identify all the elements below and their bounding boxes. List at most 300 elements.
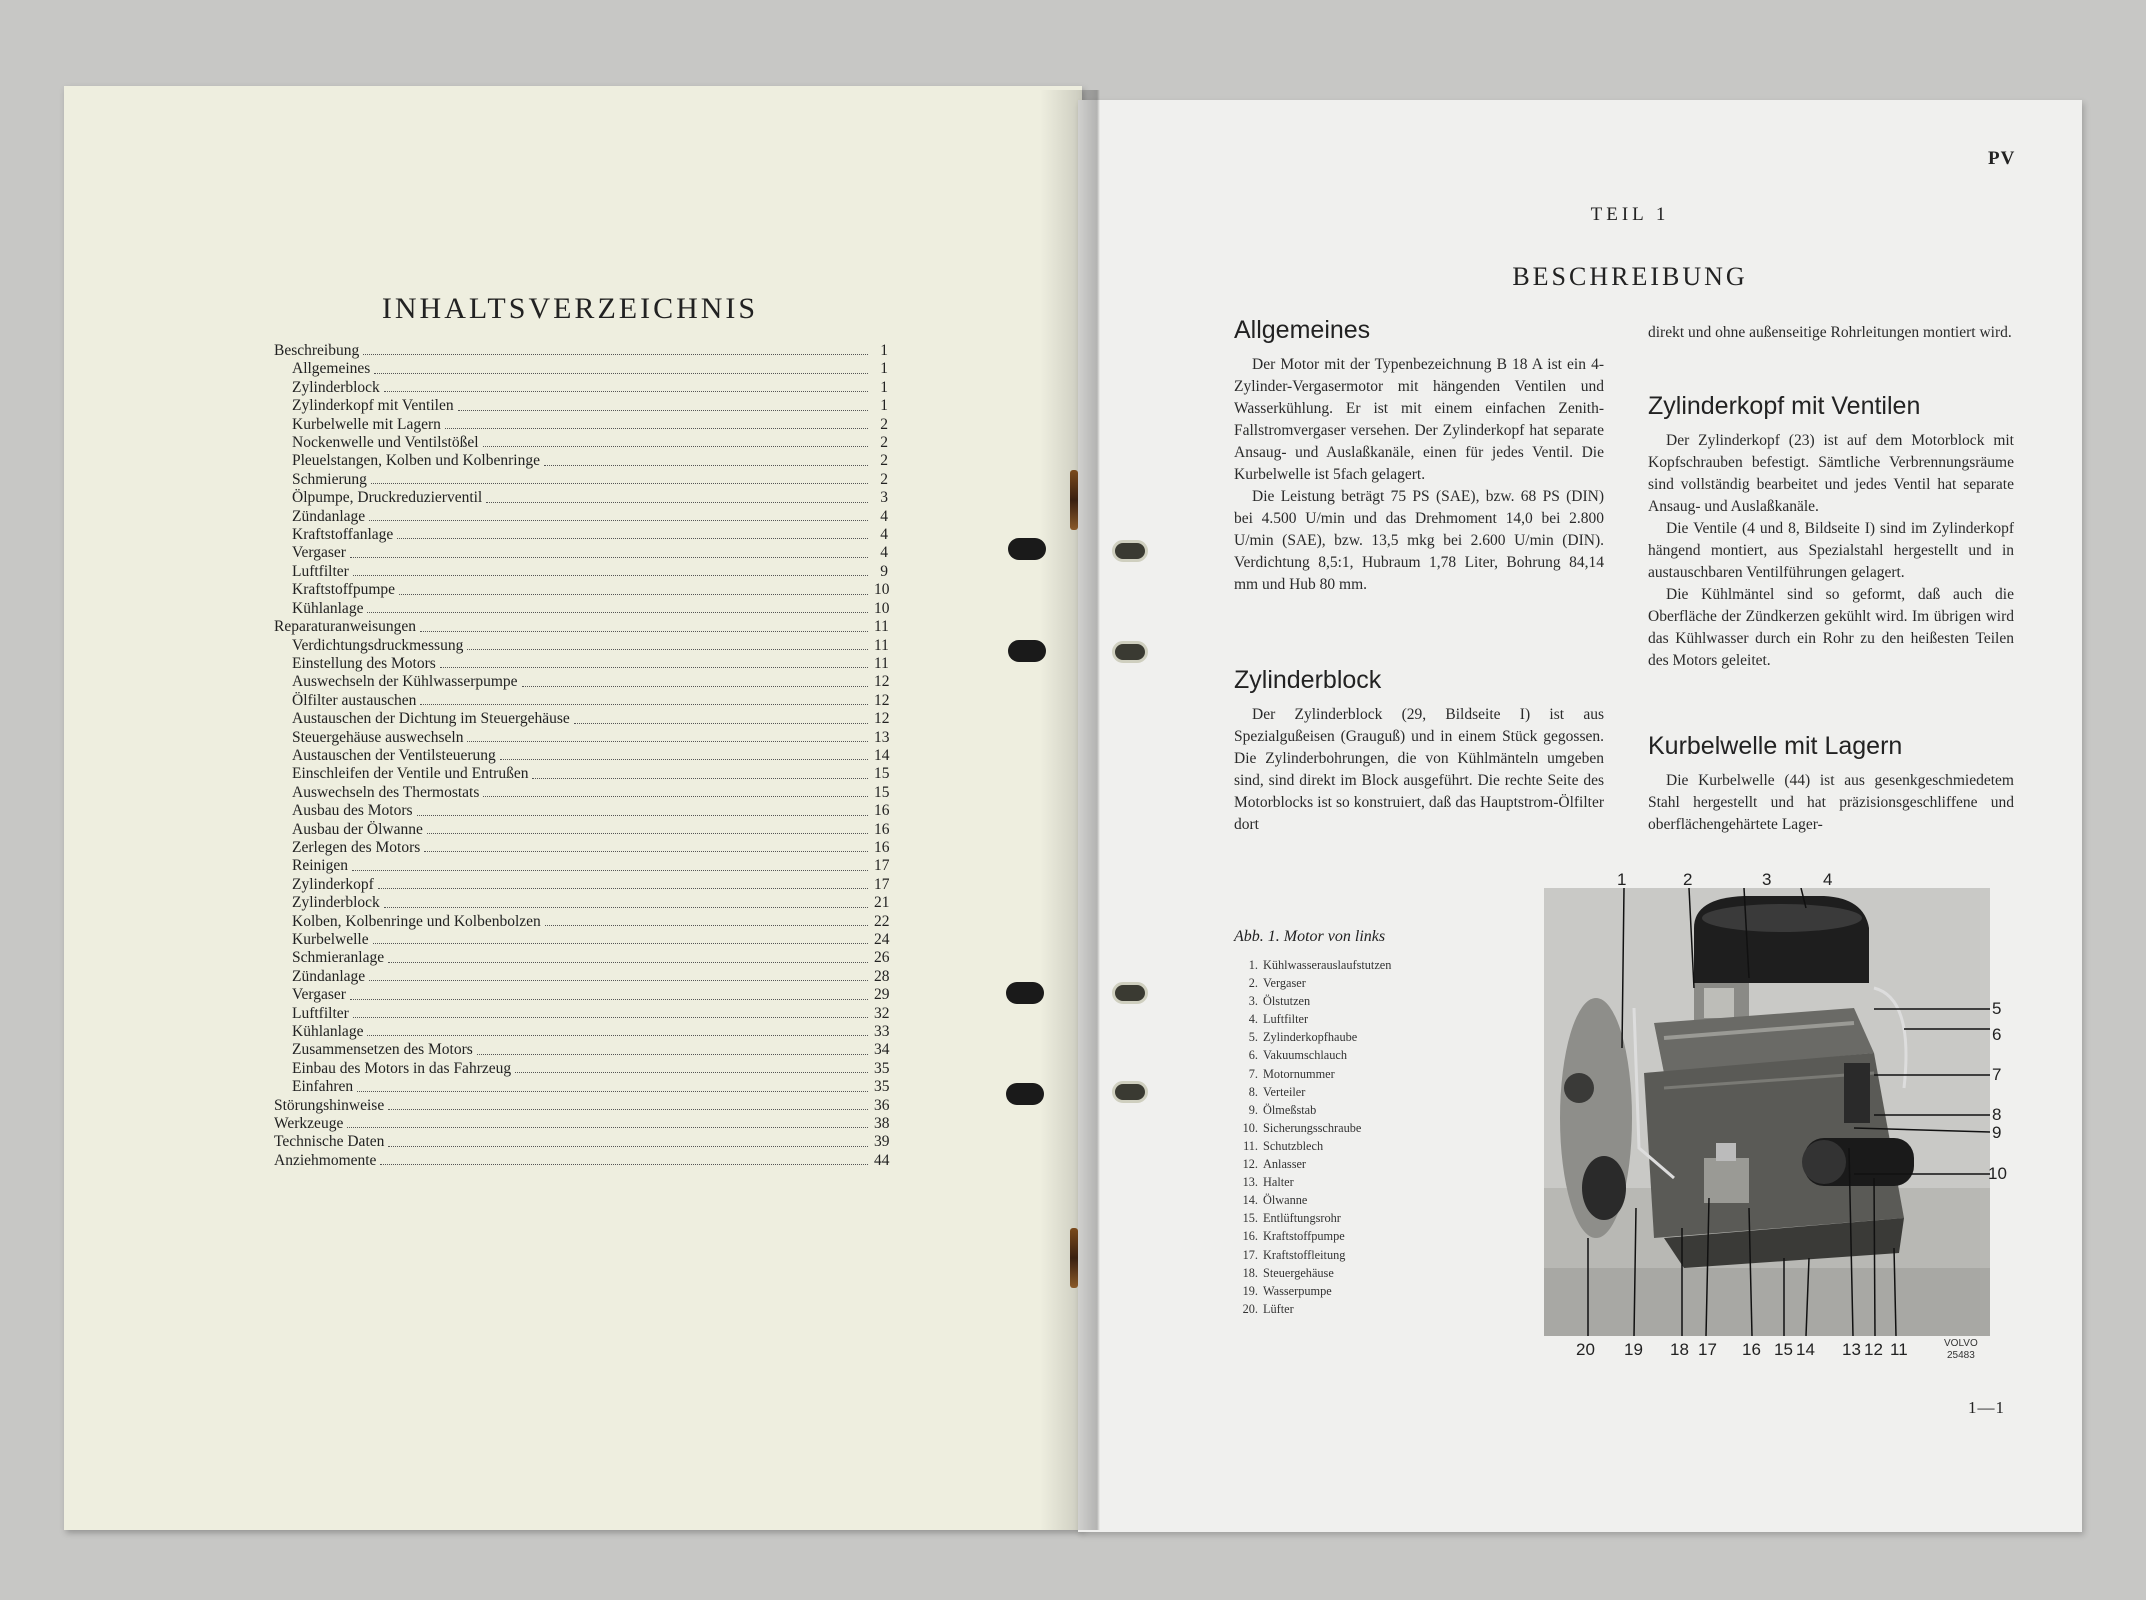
legend-number: 3.	[1248, 994, 1258, 1009]
legend-item	[1234, 1101, 1391, 1119]
toc-leader-dots	[350, 557, 868, 558]
toc-leader-dots	[388, 1146, 868, 1147]
toc-entry-page: 36	[874, 1096, 890, 1114]
callout-label: 17	[1698, 1340, 1717, 1359]
toc-leader-dots	[445, 428, 868, 429]
toc-leader-dots	[399, 594, 868, 595]
section-heading: BESCHREIBUNG	[1512, 262, 1748, 291]
toc-leader-dots	[373, 943, 868, 944]
table-of-contents	[274, 342, 888, 1170]
legend-text: Vakuumschlauch	[1263, 1048, 1348, 1063]
toc-entry	[274, 1152, 888, 1170]
toc-entry-page: 17	[874, 875, 890, 893]
heading-kurbelwelle: Kurbelwelle mit Lagern	[1648, 732, 1903, 760]
toc-entry	[274, 913, 888, 931]
callout-label: 7	[1992, 1065, 2002, 1084]
toc-entry	[274, 1005, 888, 1023]
toc-entry-page: 17	[874, 857, 890, 875]
toc-entry	[274, 1041, 888, 1059]
toc-entry-page: 11	[874, 654, 889, 672]
legend-number: 5.	[1248, 1030, 1258, 1045]
legend-item	[1234, 1209, 1391, 1227]
toc-entry	[274, 416, 888, 434]
legend-item	[1234, 1155, 1391, 1173]
legend-item	[1234, 1046, 1391, 1064]
legend-item	[1234, 1083, 1391, 1101]
toc-entry-page: 12	[874, 710, 890, 728]
toc-entry	[274, 1115, 888, 1133]
toc-entry-label: Beschreibung	[274, 342, 360, 359]
legend-number: 7.	[1248, 1066, 1258, 1081]
toc-leader-dots	[353, 575, 868, 576]
callout-label: 5	[1992, 999, 2002, 1018]
toc-entry-label: Zusammensetzen des Motors	[292, 1041, 473, 1059]
toc-entry	[274, 342, 888, 360]
toc-entry-label: Kurbelwelle	[292, 931, 369, 948]
paragraph: Die Leistung beträgt 75 PS (SAE), bzw. 68 PS (DIN) bei 4.500 U/min und das Drehmoment 14,0 bei 2.800 U/min (SAE), bzw. 13,5 mkg bei 2.600 U/min (DIN). Verdichtung 8,5:1, Hubraum 1,78 Liter, Bohrung 84,14 mm und Hub 80 mm.	[1234, 488, 1604, 593]
legend-text: Anlasser	[1263, 1157, 1307, 1172]
toc-entry-page: 4	[880, 526, 888, 544]
toc-entry-page: 28	[874, 967, 890, 985]
part-label: TEIL 1	[1590, 204, 1670, 225]
toc-entry	[274, 747, 888, 765]
callout-label: 6	[1992, 1025, 2002, 1044]
toc-entry-page: 26	[874, 949, 890, 967]
legend-text: Lüfter	[1263, 1301, 1294, 1316]
toc-entry	[274, 637, 888, 655]
toc-entry-page: 16	[874, 820, 890, 838]
toc-leader-dots	[380, 1164, 868, 1165]
toc-entry-label: Anziehmomente	[274, 1151, 377, 1169]
callout-label: 11	[1890, 1340, 1908, 1359]
legend-text: Ölwanne	[1263, 1193, 1308, 1208]
legend-item	[1234, 1264, 1391, 1282]
stamp-brand: VOLVO	[1944, 1338, 1978, 1349]
engine-photo	[1544, 888, 1990, 1336]
callout-label: 1	[1617, 870, 1627, 889]
toc-leader-dots	[544, 465, 868, 466]
toc-entry-page: 12	[874, 673, 890, 691]
toc-leader-dots	[397, 538, 868, 539]
stamp-number: 25483	[1946, 1350, 1975, 1361]
toc-entry-label: Kühlanlage	[292, 599, 364, 617]
paragraph: Der Motor mit der Typenbezeichnung B 18 A ist ein 4-Zylinder-Vergasermotor mit hängenden Ventilen und Wasserkühlung. Er ist mit einem einfachen Zenith-Fallstromvergaser versehen. Der Zylinderkopf hat separate Ansaug- und Auslaßkanäle, einen für jedes Ventil. Die Kurbelwelle ist 5fach gelagert.	[1234, 356, 1604, 483]
toc-entry-label: Auswechseln des Thermostats	[292, 783, 480, 801]
toc-entry-label: Ölfilter austauschen	[292, 691, 417, 709]
toc-entry-page: 2	[880, 452, 888, 470]
toc-entry-label: Allgemeines	[292, 360, 371, 378]
legend-text: Kraftstoffleitung	[1263, 1247, 1346, 1262]
paragraph: Der Zylinderkopf (23) ist auf dem Motorblock mit Kopfschrauben befestigt. Sämtliche Verbrennungsräume sind vollständig bearbeitet und jedes Ventil hat separate Ansaug- und Auslaßkanäle.	[1648, 432, 2014, 515]
toc-leader-dots	[417, 815, 868, 816]
photo-stamp	[1944, 1338, 1978, 1362]
toc-leader-dots	[347, 1127, 868, 1128]
callout-label: 18	[1670, 1340, 1689, 1359]
toc-entry-label: Werkzeuge	[274, 1115, 344, 1133]
legend-item	[1234, 1227, 1391, 1245]
legend-text: Steuergehäuse	[1263, 1265, 1334, 1280]
toc-entry-page: 29	[874, 986, 890, 1004]
page-number: 1—1	[1968, 1398, 2005, 1417]
toc-entry	[274, 581, 888, 599]
toc-entry-page: 10	[874, 581, 890, 599]
toc-entry-page: 1	[880, 360, 888, 378]
legend-number: 4.	[1248, 1012, 1258, 1027]
toc-entry	[274, 765, 888, 783]
zylinderkopf-text	[1648, 430, 2014, 672]
toc-leader-dots	[483, 446, 868, 447]
callout-label: 13	[1842, 1340, 1861, 1359]
legend-item	[1234, 956, 1391, 974]
callout-label: 15	[1774, 1340, 1793, 1359]
toc-leader-dots	[374, 373, 868, 374]
legend-number: 2.	[1248, 976, 1258, 991]
legend-text: Schutzblech	[1263, 1138, 1324, 1153]
punch-hole	[1008, 538, 1046, 560]
toc-leader-dots	[420, 704, 868, 705]
callout-label: 20	[1576, 1340, 1595, 1359]
toc-entry	[274, 544, 888, 562]
punch-hole	[1006, 1083, 1044, 1105]
toc-entry	[274, 489, 888, 507]
toc-leader-dots	[371, 483, 868, 484]
toc-entry-page: 1	[880, 397, 888, 415]
legend-text: Halter	[1263, 1175, 1294, 1190]
toc-entry	[274, 857, 888, 875]
legend-number: 12.	[1242, 1157, 1258, 1172]
legend-number: 18.	[1242, 1265, 1258, 1280]
callout-label: 12	[1864, 1340, 1883, 1359]
toc-entry-page: 33	[874, 1023, 890, 1041]
toc-entry-label: Zylinderkopf	[292, 875, 374, 893]
toc-leader-dots	[420, 631, 868, 632]
legend-item	[1234, 1246, 1391, 1264]
toc-entry	[274, 692, 888, 710]
toc-entry-page: 3	[880, 489, 888, 507]
toc-leader-dots	[384, 391, 868, 392]
toc-leader-dots	[378, 888, 868, 889]
heading-allgemeines: Allgemeines	[1234, 316, 1371, 344]
legend-number: 8.	[1248, 1084, 1258, 1099]
toc-entry	[274, 1133, 888, 1151]
toc-leader-dots	[353, 1017, 868, 1018]
toc-leader-dots	[427, 833, 868, 834]
punch-hole	[1112, 1081, 1148, 1103]
toc-leader-dots	[357, 1091, 868, 1092]
legend-number: 17.	[1242, 1247, 1258, 1262]
toc-entry-page: 10	[874, 599, 890, 617]
toc-leader-dots	[384, 907, 868, 908]
legend-item	[1234, 974, 1391, 992]
toc-entry	[274, 526, 888, 544]
legend-number: 1.	[1248, 958, 1258, 972]
callout-label: 14	[1796, 1340, 1815, 1359]
toc-entry-label: Zerlegen des Motors	[292, 838, 421, 856]
corner-label: PV	[1988, 148, 2016, 169]
legend-text: Kraftstoffpumpe	[1263, 1229, 1345, 1244]
paragraph: Die Kurbelwelle (44) ist aus gesenkgeschmiedetem Stahl hergestellt und hat präzisionsgeschliffene und oberflächengehärtete Lager-	[1648, 772, 2014, 833]
legend-number: 15.	[1242, 1211, 1258, 1226]
toc-leader-dots	[363, 354, 868, 355]
toc-entry	[274, 894, 888, 912]
punch-hole	[1006, 982, 1044, 1004]
toc-entry-label: Vergaser	[292, 544, 346, 562]
toc-entry	[274, 600, 888, 618]
toc-entry	[274, 802, 888, 820]
toc-leader-dots	[440, 667, 868, 668]
toc-entry	[274, 397, 888, 415]
legend-item	[1234, 992, 1391, 1010]
toc-entry	[274, 379, 888, 397]
paragraph: Die Kühlmäntel sind so geformt, daß auch die Oberfläche der Zündkerzen gekühlt wird. Im übrigen wird das Kühlwasser durch ein Rohr zu den heißesten Teilen des Motors geleitet.	[1648, 586, 2014, 669]
toc-entry-page: 38	[874, 1115, 890, 1133]
toc-entry	[274, 1060, 888, 1078]
toc-leader-dots	[467, 649, 868, 650]
toc-entry	[274, 839, 888, 857]
legend-item	[1234, 1028, 1391, 1046]
toc-entry-page: 16	[874, 802, 890, 820]
toc-entry	[274, 986, 888, 1004]
toc-entry	[274, 968, 888, 986]
toc-entry	[274, 1078, 888, 1096]
toc-leader-dots	[486, 502, 868, 503]
punch-hole	[1112, 982, 1148, 1004]
toc-leader-dots	[367, 612, 868, 613]
toc-entry-page: 1	[880, 342, 888, 359]
legend-number: 14.	[1242, 1193, 1258, 1208]
heading-zylinderblock: Zylinderblock	[1234, 666, 1382, 694]
toc-entry	[274, 949, 888, 967]
legend-item	[1234, 1137, 1391, 1155]
toc-entry-page: 15	[874, 765, 890, 783]
toc-entry-label: Pleuelstangen, Kolben und Kolbenringe	[292, 452, 540, 470]
toc-entry	[274, 729, 888, 747]
toc-entry-label: Nockenwelle und Ventilstößel	[292, 434, 479, 452]
callout-label: 19	[1624, 1340, 1643, 1359]
callout-label: 10	[1988, 1164, 2007, 1183]
toc-entry-label: Zündanlage	[292, 507, 366, 525]
punch-hole	[1112, 540, 1148, 562]
toc-entry-page: 12	[874, 691, 890, 709]
punch-hole	[1008, 640, 1046, 662]
toc-entry-page: 39	[874, 1133, 890, 1151]
legend-text: Wasserpumpe	[1263, 1283, 1332, 1298]
legend-item	[1234, 1065, 1391, 1083]
toc-entry-label: Luftfilter	[292, 562, 349, 580]
callout-label: 2	[1683, 870, 1693, 889]
toc-leader-dots	[574, 723, 868, 724]
toc-leader-dots	[522, 686, 868, 687]
toc-leader-dots	[500, 759, 868, 760]
legend-number: 6.	[1248, 1048, 1258, 1063]
staple	[1070, 1228, 1078, 1288]
toc-entry-label: Schmieranlage	[292, 949, 385, 967]
toc-entry	[274, 563, 888, 581]
toc-entry-page: 4	[880, 544, 888, 562]
toc-entry-label: Ausbau der Ölwanne	[292, 820, 423, 838]
toc-entry-page: 2	[880, 470, 888, 488]
toc-entry-label: Einbau des Motors in das Fahrzeug	[292, 1059, 512, 1077]
continuation-text	[1648, 322, 2014, 344]
legend-item	[1234, 1300, 1391, 1318]
toc-entry-page: 34	[874, 1041, 890, 1059]
toc-entry-page: 4	[880, 507, 888, 525]
paragraph: Die Ventile (4 und 8, Bildseite I) sind im Zylinderkopf hängend montiert, aus Spezialstahl hergestellt und in austauschbaren Ventilführungen gelagert.	[1648, 520, 2014, 581]
legend-number: 19.	[1242, 1283, 1258, 1298]
toc-leader-dots	[467, 741, 868, 742]
toc-leader-dots	[483, 796, 868, 797]
toc-entry-page: 14	[874, 746, 890, 764]
legend-text: Motornummer	[1263, 1066, 1335, 1081]
toc-entry-page: 2	[880, 434, 888, 452]
callout-label: 4	[1823, 870, 1833, 889]
toc-entry-page: 22	[874, 912, 890, 930]
legend-number: 10.	[1242, 1120, 1258, 1135]
heading-zylinderkopf: Zylinderkopf mit Ventilen	[1648, 392, 1921, 420]
callout-label: 9	[1992, 1123, 2002, 1142]
toc-entry-label: Vergaser	[292, 986, 346, 1004]
toc-entry-label: Steuergehäuse auswechseln	[292, 728, 464, 746]
toc-entry-label: Zylinderblock	[292, 378, 380, 396]
paragraph: direkt und ohne außenseitige Rohrleitungen montiert wird.	[1648, 324, 2012, 341]
legend-text: Sicherungsschraube	[1263, 1120, 1362, 1135]
toc-entry-page: 44	[874, 1151, 890, 1169]
toc-leader-dots	[424, 851, 868, 852]
callout-label: 8	[1992, 1105, 2002, 1124]
toc-entry-label: Austauschen der Ventilsteuerung	[292, 746, 496, 764]
legend-number: 20.	[1242, 1301, 1258, 1316]
toc-leader-dots	[477, 1054, 868, 1055]
toc-leader-dots	[369, 520, 868, 521]
toc-entry-label: Zündanlage	[292, 967, 366, 985]
toc-entry-page: 13	[874, 728, 890, 746]
toc-leader-dots	[545, 925, 868, 926]
toc-entry-page: 2	[880, 415, 888, 433]
toc-entry-label: Reinigen	[292, 857, 348, 875]
toc-entry-page: 11	[874, 618, 889, 636]
toc-leader-dots	[350, 999, 868, 1000]
toc-leader-dots	[515, 1072, 868, 1073]
legend-text: Ölmeßstab	[1263, 1102, 1317, 1117]
legend-item	[1234, 1010, 1391, 1028]
toc-entry-label: Einstellung des Motors	[292, 654, 436, 672]
legend-number: 9.	[1248, 1102, 1258, 1117]
toc-entry-label: Verdichtungsdruckmessung	[292, 636, 464, 654]
toc-entry	[274, 655, 888, 673]
toc-entry-page: 35	[874, 1078, 890, 1096]
callout-label: 16	[1742, 1340, 1761, 1359]
toc-entry-label: Zylinderblock	[292, 894, 380, 912]
toc-entry	[274, 618, 888, 636]
toc-entry-page: 11	[874, 636, 889, 654]
toc-entry-page: 16	[874, 838, 890, 856]
toc-entry-label: Auswechseln der Kühlwasserpumpe	[292, 673, 518, 691]
toc-entry-label: Ausbau des Motors	[292, 802, 413, 820]
legend-item	[1234, 1119, 1391, 1137]
punch-hole	[1112, 641, 1148, 663]
toc-entry-page: 15	[874, 783, 890, 801]
toc-leader-dots	[532, 778, 868, 779]
toc-leader-dots	[388, 1109, 868, 1110]
toc-title: INHALTSVERZEICHNIS	[381, 292, 759, 325]
toc-entry	[274, 673, 888, 691]
toc-entry	[274, 710, 888, 728]
toc-entry-label: Zylinderkopf mit Ventilen	[292, 397, 454, 415]
legend-text: Entlüftungsrohr	[1263, 1211, 1341, 1226]
toc-entry	[274, 1097, 888, 1115]
legend-number: 16.	[1242, 1229, 1258, 1244]
toc-entry-label: Kühlanlage	[292, 1023, 364, 1041]
toc-entry-page: 35	[874, 1059, 890, 1077]
toc-entry	[274, 876, 888, 894]
allgemeines-text	[1234, 354, 1604, 596]
toc-entry	[274, 1023, 888, 1041]
toc-entry	[274, 434, 888, 452]
toc-leader-dots	[367, 1035, 868, 1036]
toc-entry-label: Ölpumpe, Druckreduzierventil	[292, 489, 483, 507]
toc-entry-label: Technische Daten	[274, 1133, 385, 1151]
toc-entry-label: Reparaturanweisungen	[274, 618, 417, 636]
staple	[1070, 470, 1078, 530]
toc-entry-page: 21	[874, 894, 890, 912]
zylinderblock-text	[1234, 704, 1604, 836]
toc-entry	[274, 931, 888, 949]
toc-entry-page: 32	[874, 1004, 890, 1022]
toc-entry-label: Kraftstoffpumpe	[292, 581, 396, 599]
toc-entry-label: Kraftstoffanlage	[292, 526, 394, 544]
toc-entry-label: Einschleifen der Ventile und Entrußen	[292, 765, 529, 783]
figure-caption: Abb. 1. Motor von links	[1234, 928, 1386, 945]
toc-entry	[274, 452, 888, 470]
legend-text: Zylinderkopfhaube	[1263, 1030, 1358, 1045]
engine-illustration	[1544, 888, 1990, 1336]
toc-leader-dots	[352, 870, 868, 871]
callout-label: 3	[1762, 870, 1772, 889]
toc-entry-label: Störungshinweise	[274, 1096, 385, 1114]
toc-entry	[274, 360, 888, 378]
toc-entry-page: 9	[880, 562, 888, 580]
legend-item	[1234, 1173, 1391, 1191]
toc-entry-label: Kolben, Kolbenringe und Kolbenbolzen	[292, 912, 541, 930]
legend-text: Kühlwasserauslaufstutzen	[1263, 958, 1392, 972]
toc-entry-label: Schmierung	[292, 470, 367, 488]
toc-entry-label: Einfahren	[292, 1078, 354, 1096]
legend-item	[1234, 1282, 1391, 1300]
toc-entry	[274, 821, 888, 839]
toc-leader-dots	[458, 410, 868, 411]
legend-text: Vergaser	[1263, 976, 1306, 991]
toc-leader-dots	[388, 962, 868, 963]
toc-entry-label: Austauschen der Dichtung im Steuergehäuse	[292, 710, 570, 728]
book-gutter	[1040, 90, 1100, 1530]
legend-text: Luftfilter	[1263, 1012, 1309, 1027]
legend-number: 13.	[1242, 1175, 1258, 1190]
toc-entry	[274, 508, 888, 526]
legend-text: Verteiler	[1263, 1084, 1306, 1099]
toc-entry-label: Luftfilter	[292, 1004, 349, 1022]
legend-text: Ölstutzen	[1263, 994, 1311, 1009]
legend-number: 11.	[1243, 1138, 1258, 1153]
toc-entry	[274, 784, 888, 802]
toc-entry	[274, 471, 888, 489]
toc-entry-page: 1	[880, 378, 888, 396]
legend-item	[1234, 1191, 1391, 1209]
toc-entry-page: 24	[874, 931, 890, 948]
kurbelwelle-text	[1648, 770, 2014, 836]
figure-legend	[1234, 956, 1391, 1318]
paragraph: Der Zylinderblock (29, Bildseite I) ist aus Spezialgußeisen (Grauguß) und in einem Stück gegossen. Die Zylinderbohrungen, die von Kühlmänteln umgeben sind, sind direkt im Block ausgeführt. Die rechte Seite des Motorblocks ist so konstruiert, daß das Hauptstrom-Ölfilter dort	[1234, 706, 1604, 833]
toc-leader-dots	[369, 980, 868, 981]
